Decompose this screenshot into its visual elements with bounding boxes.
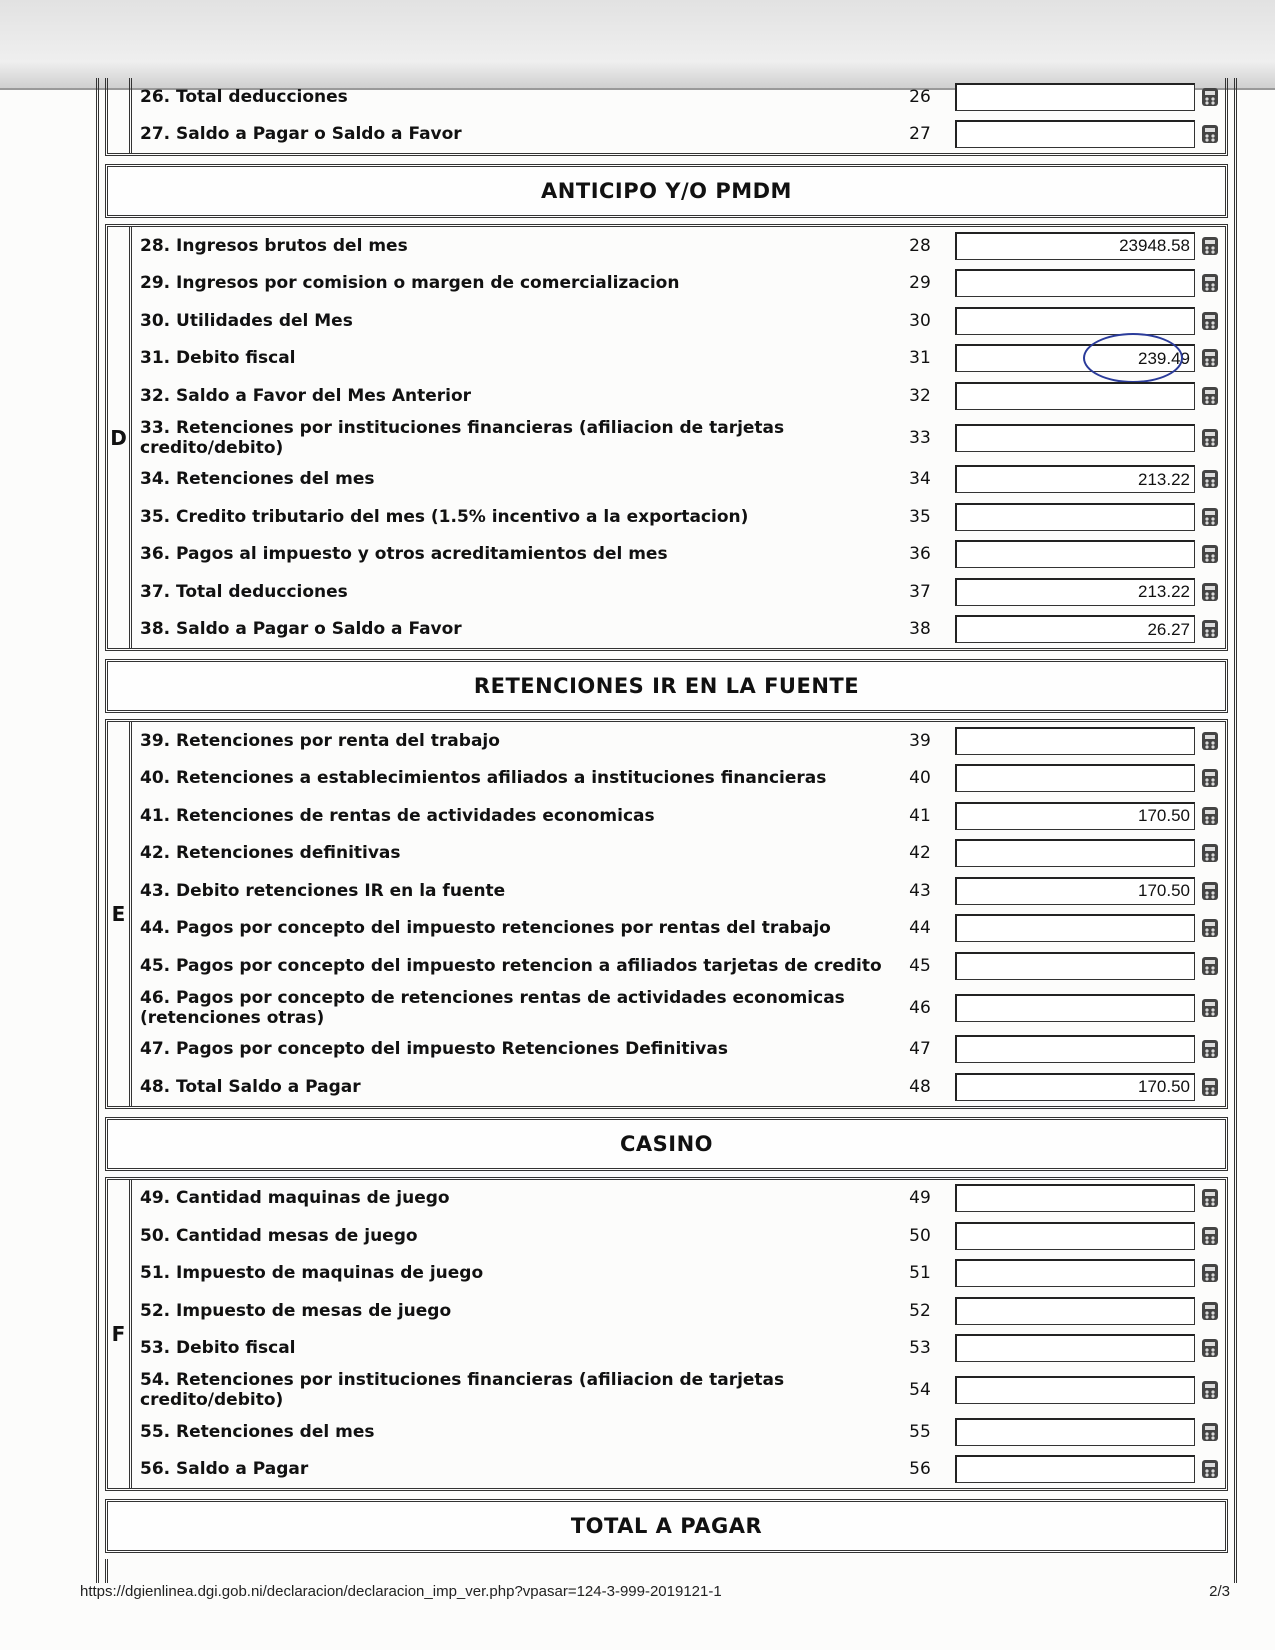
field-label: 43. Debito retenciones IR en la fuente [140,880,506,901]
field-37-value[interactable]: 213.22 [955,578,1195,606]
form-row [132,1068,1225,1106]
calculator-icon[interactable] [1195,235,1225,257]
field-code: 29 [909,273,931,294]
field-31-value[interactable]: 239.49 [955,344,1195,372]
field-label: 49. Cantidad maquinas de juego [140,1188,450,1209]
calculator-icon[interactable] [1195,427,1225,449]
field-36-value[interactable] [955,540,1195,568]
calculator-icon[interactable] [1195,347,1225,369]
field-code: 47 [909,1039,931,1060]
field-50-value[interactable] [955,1222,1195,1250]
field-code: 55 [909,1421,931,1442]
form-row [132,415,1225,461]
section-c [99,78,1234,156]
calculator-icon[interactable] [1195,310,1225,332]
field-label: 55. Retenciones del mes [140,1421,375,1442]
form-row [132,1255,1225,1293]
field-44-value[interactable] [955,914,1195,942]
field-label: 50. Cantidad mesas de juego [140,1225,418,1246]
field-label: 52. Impuesto de mesas de juego [140,1300,452,1321]
form-row [132,872,1225,910]
section-body-start [105,1559,1234,1583]
form-row [132,573,1225,611]
calculator-icon[interactable] [1195,1187,1225,1209]
form-row [132,1292,1225,1330]
calculator-icon[interactable] [1195,272,1225,294]
field-code: 41 [909,805,931,826]
field-label: 51. Impuesto de maquinas de juego [140,1263,484,1284]
form-row [132,1367,1225,1413]
field-code: 32 [909,385,931,406]
calculator-icon[interactable] [1195,917,1225,939]
field-label: 41. Retenciones de rentas de actividades economicas [140,805,655,826]
section-title: RETENCIONES IR EN LA FUENTE [105,659,1228,713]
form-row [132,78,1225,116]
form-row [132,302,1225,340]
calculator-icon[interactable] [1195,1225,1225,1247]
field-label: 38. Saldo a Pagar o Saldo a Favor [140,619,462,640]
section-letter: D [108,227,132,648]
calculator-icon[interactable] [1195,767,1225,789]
form-row [132,227,1225,265]
section-title: CASINO [105,1117,1228,1171]
field-label: 28. Ingresos brutos del mes [140,235,408,256]
calculator-icon[interactable] [1195,618,1225,640]
section-title: ANTICIPO Y/O PMDM [105,164,1228,218]
form-row [132,797,1225,835]
calculator-icon[interactable] [1195,842,1225,864]
form-row [132,265,1225,303]
calculator-icon[interactable] [1195,880,1225,902]
field-code: 30 [909,310,931,331]
field-51-value[interactable] [955,1259,1195,1287]
calculator-icon[interactable] [1195,1038,1225,1060]
field-code: 27 [909,124,931,145]
form-row [132,722,1225,760]
calculator-icon[interactable] [1195,543,1225,565]
field-label: 29. Ingresos por comision o margen de comercializacion [140,273,680,294]
field-code: 38 [909,619,931,640]
field-28-value[interactable]: 23948.58 [955,232,1195,260]
calculator-icon[interactable] [1195,1379,1225,1401]
field-code: 36 [909,544,931,565]
field-code: 48 [909,1076,931,1097]
field-label: 44. Pagos por concepto del impuesto retenciones por rentas del trabajo [140,918,831,939]
page-footer [80,1583,1230,1600]
form-row [132,1031,1225,1069]
field-code: 45 [909,955,931,976]
section-g [99,1499,1234,1583]
scanned-paper-edge [0,0,1275,90]
field-39-value[interactable] [955,727,1195,755]
field-code: 40 [909,768,931,789]
field-41-value[interactable]: 170.50 [955,802,1195,830]
form-row [132,1180,1225,1218]
section-f [99,1117,1234,1492]
calculator-icon[interactable] [1195,385,1225,407]
field-code: 31 [909,348,931,369]
field-code: 33 [909,427,931,448]
form-row [132,835,1225,873]
field-code: 26 [909,86,931,107]
section-letter: E [108,722,132,1106]
form-row [132,116,1225,154]
field-29-value[interactable] [955,269,1195,297]
field-label: 33. Retenciones por instituciones financieras (afiliacion de tarjetas credito/debito) [140,417,785,458]
calculator-icon[interactable] [1195,730,1225,752]
calculator-icon[interactable] [1195,506,1225,528]
calculator-icon[interactable] [1195,1076,1225,1098]
field-code: 39 [909,730,931,751]
field-code: 34 [909,469,931,490]
field-code: 54 [909,1380,931,1400]
field-code: 35 [909,506,931,527]
calculator-icon[interactable] [1195,1421,1225,1443]
tax-declaration-form [96,78,1237,1583]
field-code: 52 [909,1300,931,1321]
form-row [132,1413,1225,1451]
form-row [132,461,1225,499]
field-label: 48. Total Saldo a Pagar [140,1076,361,1097]
field-label: 32. Saldo a Favor del Mes Anterior [140,385,472,406]
field-code: 28 [909,235,931,256]
field-code: 50 [909,1225,931,1246]
field-34-value[interactable]: 213.22 [955,465,1195,493]
calculator-icon[interactable] [1195,1300,1225,1322]
form-row [132,498,1225,536]
section-d [99,164,1234,651]
page-number: 2/3 [1209,1583,1230,1600]
field-label: 26. Total deducciones [140,86,348,107]
field-49-value[interactable] [955,1184,1195,1212]
form-row [132,760,1225,798]
field-26-value[interactable] [955,83,1195,111]
field-code: 42 [909,843,931,864]
field-27-value[interactable] [955,120,1195,148]
field-label: 31. Debito fiscal [140,348,296,369]
field-code: 43 [909,880,931,901]
field-code: 53 [909,1338,931,1359]
field-label: 37. Total deducciones [140,581,348,602]
field-55-value[interactable] [955,1418,1195,1446]
calculator-icon[interactable] [1195,581,1225,603]
field-48-value[interactable]: 170.50 [955,1073,1195,1101]
calculator-icon[interactable] [1195,1458,1225,1480]
field-52-value[interactable] [955,1297,1195,1325]
field-code: 49 [909,1188,931,1209]
field-code: 44 [909,918,931,939]
field-40-value[interactable] [955,764,1195,792]
field-38-value[interactable]: 26.27 [955,615,1195,643]
field-label: 30. Utilidades del Mes [140,310,353,331]
field-label: 27. Saldo a Pagar o Saldo a Favor [140,124,462,145]
field-42-value[interactable] [955,839,1195,867]
field-47-value[interactable] [955,1035,1195,1063]
field-label: 34. Retenciones del mes [140,469,375,490]
field-43-value[interactable]: 170.50 [955,877,1195,905]
field-label: 53. Debito fiscal [140,1338,296,1359]
form-row [132,947,1225,985]
field-code: 56 [909,1459,931,1480]
field-56-value[interactable] [955,1455,1195,1483]
form-row [132,985,1225,1031]
field-label: 47. Pagos por concepto del impuesto Retenciones Definitivas [140,1039,728,1060]
calculator-icon[interactable] [1195,955,1225,977]
calculator-icon[interactable] [1195,1262,1225,1284]
section-e [99,659,1234,1109]
field-54-value[interactable] [955,1376,1195,1404]
section-letter: F [108,1180,132,1489]
field-label: 36. Pagos al impuesto y otros acreditamientos del mes [140,544,668,565]
form-row [132,910,1225,948]
calculator-icon[interactable] [1195,86,1225,108]
field-label: 45. Pagos por concepto del impuesto retencion a afiliados tarjetas de credito [140,955,882,976]
field-code: 46 [909,997,931,1018]
form-row [132,377,1225,415]
footer-url[interactable]: https://dgienlinea.dgi.gob.ni/declaracion/declaracion_imp_ver.php?vpasar=124-3-999-2019121-1 [80,1583,722,1600]
form-row [132,536,1225,574]
field-label: 54. Retenciones por instituciones financieras (afiliacion de tarjetas credito/debito) [140,1370,785,1410]
field-code: 51 [909,1263,931,1284]
field-33-value[interactable] [955,424,1195,452]
field-53-value[interactable] [955,1334,1195,1362]
form-row [132,1451,1225,1489]
field-label: 35. Credito tributario del mes (1.5% incentivo a la exportacion) [140,506,749,527]
section-letter [108,78,132,153]
section-title: TOTAL A PAGAR [105,1499,1228,1553]
field-30-value[interactable] [955,307,1195,335]
field-32-value[interactable] [955,382,1195,410]
field-label: 46. Pagos por concepto de retenciones rentas de actividades economicas (retenciones otras) [140,987,845,1028]
form-row [132,1330,1225,1368]
field-45-value[interactable] [955,952,1195,980]
field-label: 40. Retenciones a establecimientos afiliados a instituciones financieras [140,768,827,789]
calculator-icon[interactable] [1195,123,1225,145]
form-row [132,611,1225,649]
calculator-icon[interactable] [1195,997,1225,1019]
field-46-value[interactable] [955,994,1195,1022]
calculator-icon[interactable] [1195,1337,1225,1359]
calculator-icon[interactable] [1195,805,1225,827]
form-row [132,340,1225,378]
field-label: 42. Retenciones definitivas [140,843,401,864]
field-label: 56. Saldo a Pagar [140,1459,309,1480]
field-35-value[interactable] [955,503,1195,531]
field-label: 39. Retenciones por renta del trabajo [140,730,500,751]
form-row [132,1217,1225,1255]
calculator-icon[interactable] [1195,468,1225,490]
field-code: 37 [909,581,931,602]
